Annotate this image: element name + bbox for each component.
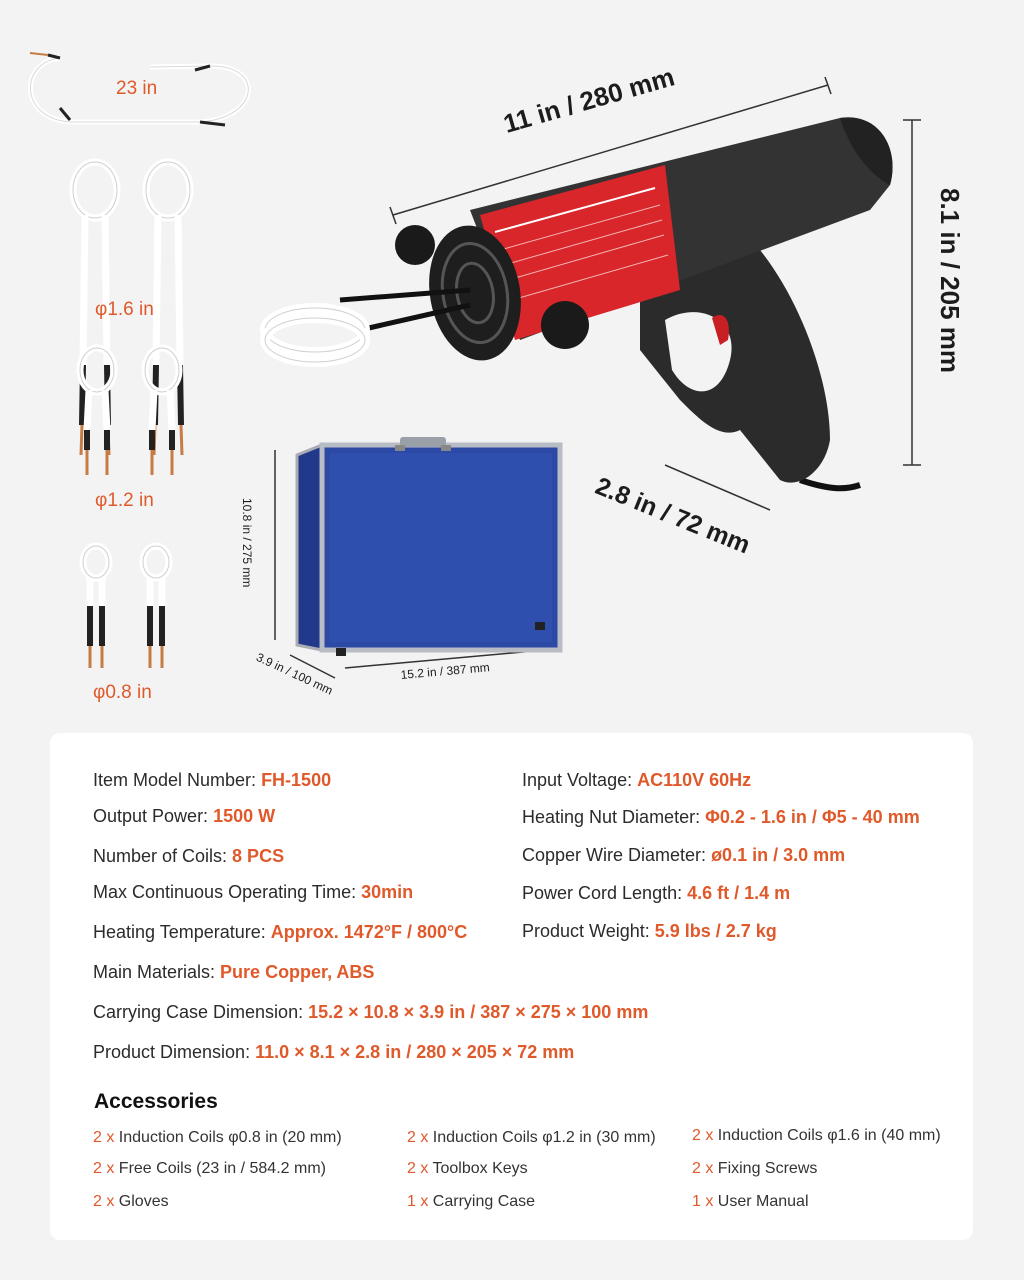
accessory-item: 1 x User Manual: [692, 1193, 809, 1210]
spec-number-of-coils: Number of Coils: 8 PCS: [93, 846, 285, 866]
spec-max-operating-time: Max Continuous Operating Time: 30min: [93, 882, 414, 902]
spec-copper-wire-diameter: Copper Wire Diameter: ø0.1 in / 3.0 mm: [522, 845, 846, 865]
accessories-title: Accessories: [94, 1090, 218, 1113]
spec-input-voltage: Input Voltage: AC110V 60Hz: [522, 770, 752, 790]
spec-main-materials: Main Materials: Pure Copper, ABS: [93, 962, 375, 982]
accessory-item: 2 x Induction Coils φ1.2 in (30 mm): [407, 1129, 656, 1146]
accessory-item: 2 x Induction Coils φ0.8 in (20 mm): [93, 1129, 342, 1146]
spec-model-number: Item Model Number: FH-1500: [93, 770, 332, 790]
spec-product-dimension: Product Dimension: 11.0 × 8.1 × 2.8 in / 280 × 205 × 72 mm: [93, 1042, 575, 1062]
case-depth-label: 3.9 in / 100 mm: [254, 650, 335, 698]
spec-power-cord-length: Power Cord Length: 4.6 ft / 1.4 m: [522, 883, 791, 903]
coil-12-image: [80, 348, 179, 475]
accessory-item: 2 x Induction Coils φ1.6 in (40 mm): [692, 1127, 941, 1144]
gun-length-label: 11 in / 280 mm: [500, 61, 678, 139]
coil-size-label: φ1.6 in: [95, 299, 154, 320]
accessory-item: 2 x Gloves: [93, 1193, 169, 1210]
carrying-case-image: [297, 437, 560, 656]
spec-heating-temperature: Heating Temperature: Approx. 1472°F / 800°C: [93, 922, 468, 942]
accessory-item: 2 x Toolbox Keys: [407, 1160, 528, 1177]
gun-height-label: 8.1 in / 205 mm: [935, 188, 965, 373]
free-coil-length-label: 23 in: [116, 78, 158, 99]
coil-08-image: [83, 546, 169, 668]
coil-size-label: φ1.2 in: [95, 490, 154, 511]
spec-output-power: Output Power: 1500 W: [93, 806, 276, 826]
spec-heating-nut-diameter: Heating Nut Diameter: Φ0.2 - 1.6 in / Φ5 - 40 mm: [522, 807, 920, 827]
case-width-label: 15.2 in / 387 mm: [400, 660, 491, 682]
gun-width-label: 2.8 in / 72 mm: [591, 472, 755, 560]
spec-card: [50, 733, 973, 1240]
accessory-item: 2 x Fixing Screws: [692, 1160, 818, 1177]
spec-case-dimension: Carrying Case Dimension: 15.2 × 10.8 × 3.9 in / 387 × 275 × 100 mm: [93, 1002, 649, 1022]
case-height-label: 10.8 in / 275 mm: [240, 498, 254, 588]
accessory-item: 1 x Carrying Case: [407, 1193, 536, 1210]
coil-size-label: φ0.8 in: [93, 682, 152, 703]
induction-heater-gun-image: [265, 117, 893, 488]
accessory-item: 2 x Free Coils (23 in / 584.2 mm): [93, 1160, 326, 1177]
spec-product-weight: Product Weight: 5.9 lbs / 2.7 kg: [522, 921, 777, 941]
